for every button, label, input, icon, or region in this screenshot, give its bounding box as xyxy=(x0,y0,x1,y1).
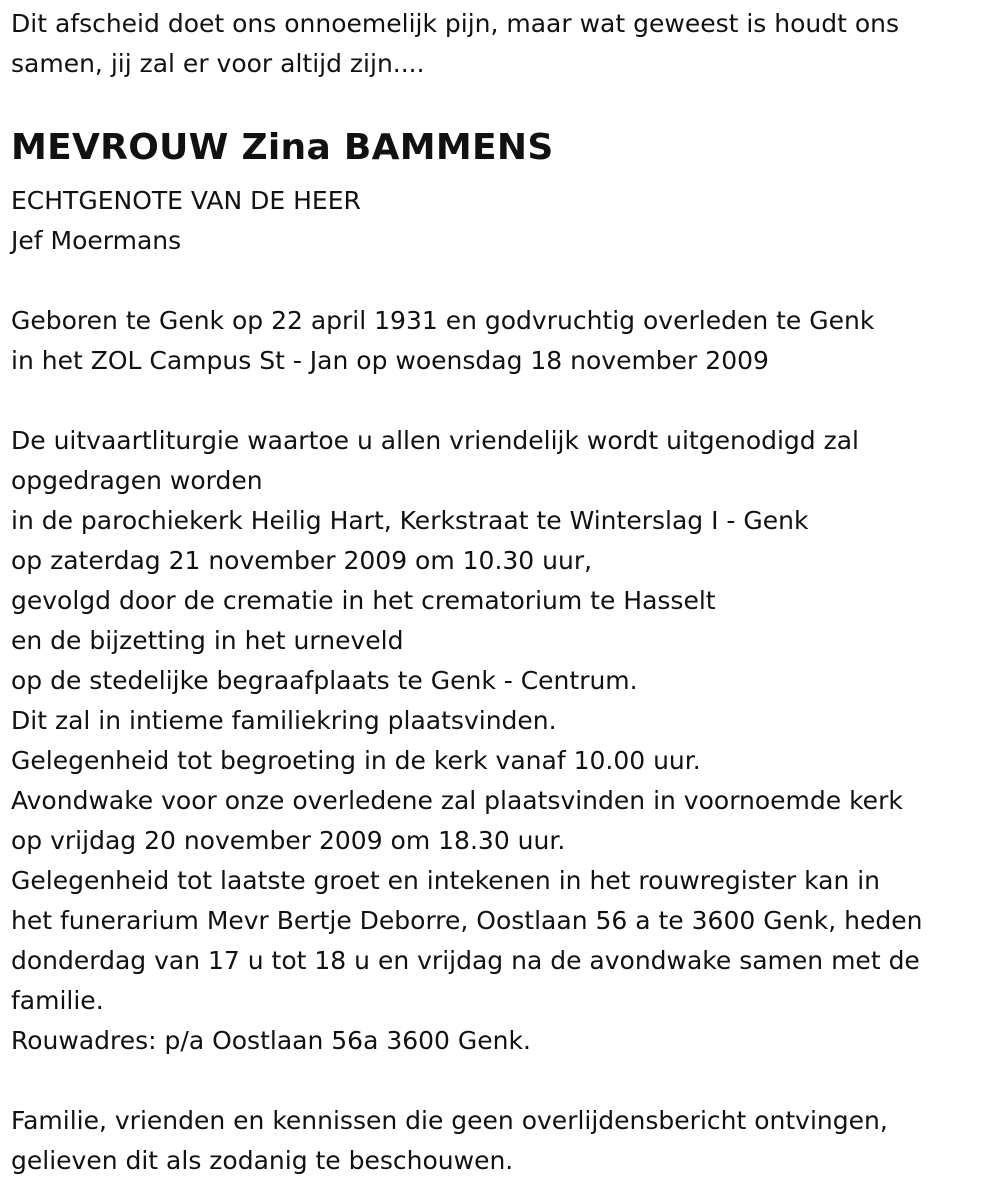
ceremony-line: gevolgd door de crematie in het crematorium te Hasselt xyxy=(11,586,716,615)
ceremony-line: en de bijzetting in het urneveld xyxy=(11,626,404,655)
ceremony-line: Gelegenheid tot begroeting in de kerk vanaf 10.00 uur. xyxy=(11,746,701,775)
ceremony-line: De uitvaartliturgie waartoe u allen vriendelijk wordt uitgenodigd zal xyxy=(11,426,859,455)
ceremony-line: Dit zal in intieme familiekring plaatsvinden. xyxy=(11,706,557,735)
ceremony-line: donderdag van 17 u tot 18 u en vrijdag na de avondwake samen met de xyxy=(11,946,920,975)
ceremony-line: Rouwadres: p/a Oostlaan 56a 3600 Genk. xyxy=(11,1026,531,1055)
closing-line: gelieven dit als zodanig te beschouwen. xyxy=(11,1146,514,1175)
ceremony-text xyxy=(11,421,990,1061)
ceremony-line: op vrijdag 20 november 2009 om 18.30 uur. xyxy=(11,826,566,855)
spacer xyxy=(11,381,990,421)
birth-death-text xyxy=(11,301,990,381)
ceremony-line: Gelegenheid tot laatste groet en intekenen in het rouwregister kan in xyxy=(11,866,881,895)
ceremony-line: Avondwake voor onze overledene zal plaatsvinden in voornoemde kerk xyxy=(11,786,903,815)
birth-death-line: Geboren te Genk op 22 april 1931 en godvruchtig overleden te Genk xyxy=(11,306,875,335)
closing-line: Familie, vrienden en kennissen die geen overlijdensbericht ontvingen, xyxy=(11,1106,888,1135)
birth-death-line: in het ZOL Campus St - Jan op woensdag 18 november 2009 xyxy=(11,346,769,375)
ceremony-line: het funerarium Mevr Bertje Deborre, Oostlaan 56 a te 3600 Genk, heden xyxy=(11,906,923,935)
intro-text xyxy=(11,4,990,84)
spacer xyxy=(11,84,990,124)
closing-text xyxy=(11,1101,990,1181)
spouse-name: Jef Moermans xyxy=(11,226,182,255)
spacer xyxy=(11,1061,990,1101)
intro-line: Dit afscheid doet ons onnoemelijk pijn, maar wat geweest is houdt ons xyxy=(11,9,900,38)
intro-line: samen, jij zal er voor altijd zijn.... xyxy=(11,49,425,78)
spacer xyxy=(11,261,990,301)
relation-text: ECHTGENOTE VAN DE HEER xyxy=(11,186,361,215)
ceremony-line: familie. xyxy=(11,986,104,1015)
ceremony-line: op zaterdag 21 november 2009 om 10.30 uur, xyxy=(11,546,593,575)
ceremony-line: op de stedelijke begraafplaats te Genk - Centrum. xyxy=(11,666,638,695)
ceremony-line: opgedragen worden xyxy=(11,466,263,495)
ceremony-line: in de parochiekerk Heilig Hart, Kerkstraat te Winterslag I - Genk xyxy=(11,506,809,535)
deceased-block xyxy=(11,128,990,261)
deceased-name: MEVROUW Zina BAMMENS xyxy=(11,127,554,168)
